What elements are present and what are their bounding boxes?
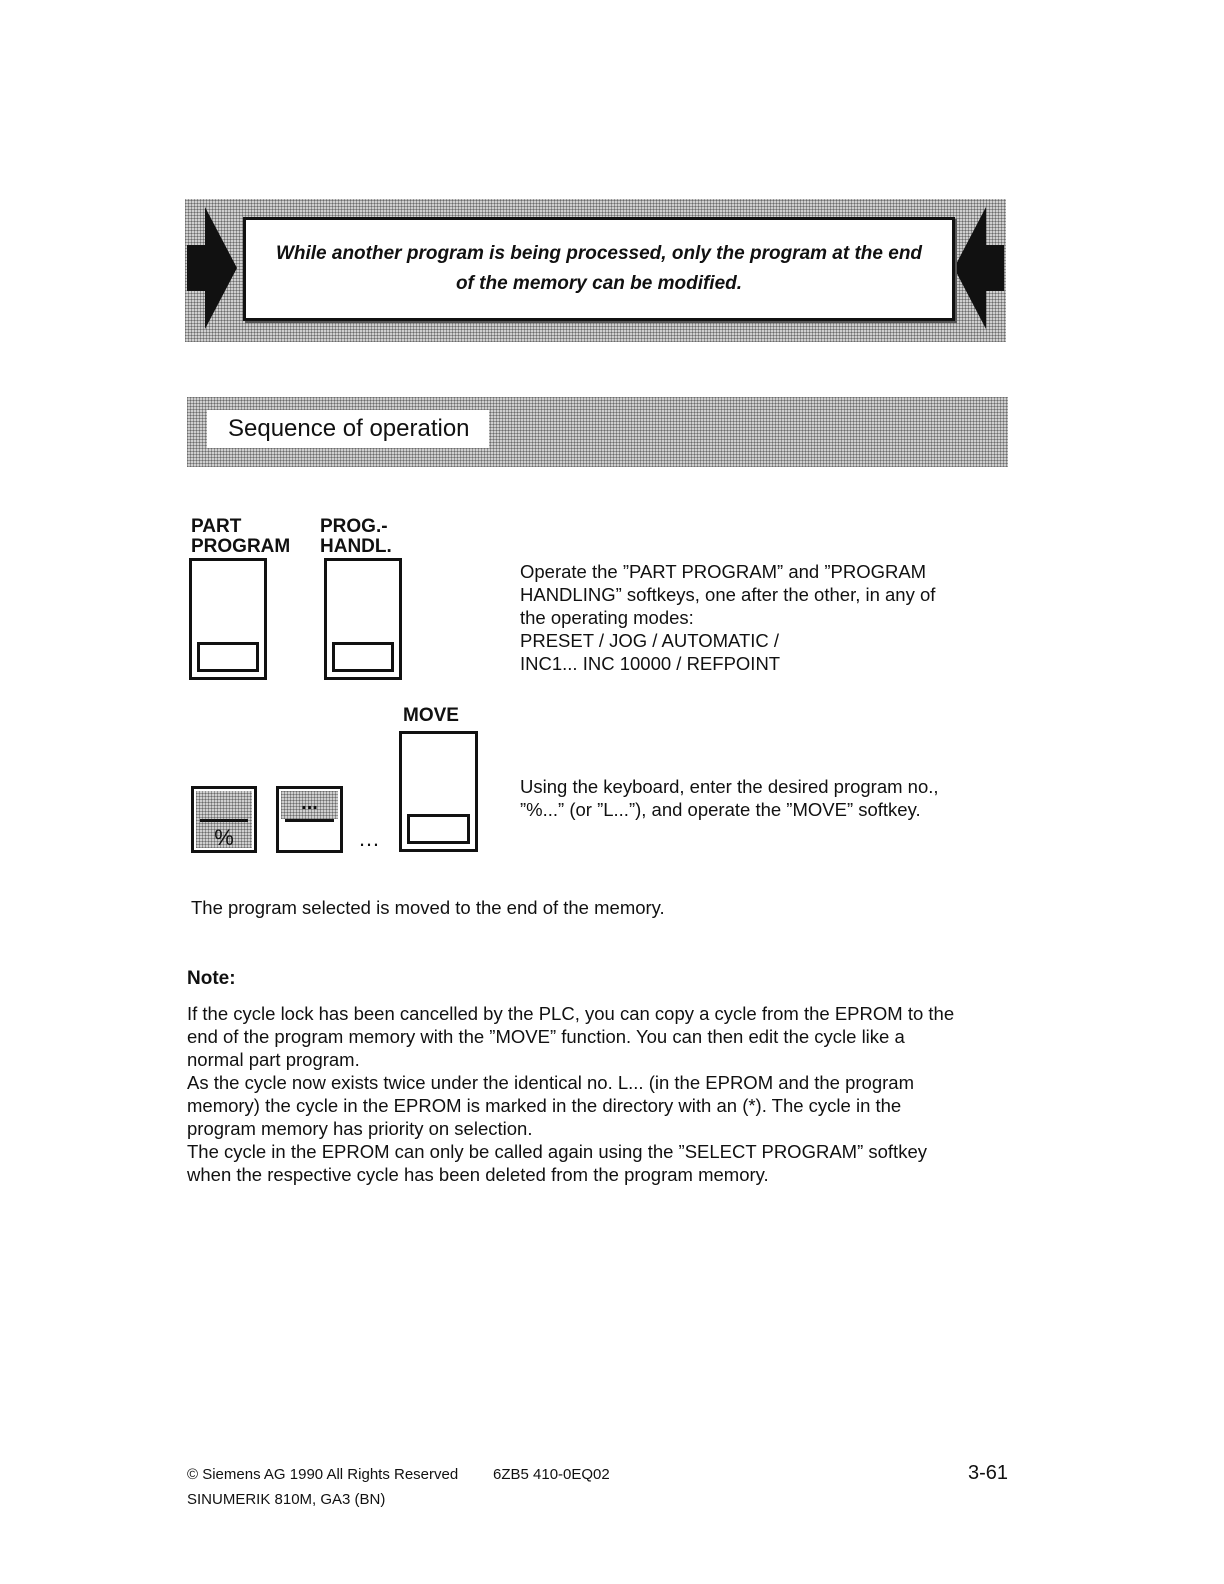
softkey-slot [407, 814, 470, 844]
softkey-label-prog-handl [320, 517, 392, 557]
note-line: If the cycle lock has been cancelled by the PLC, you can copy a cycle from the EPROM to the [187, 1003, 955, 1024]
prog-handl-softkey[interactable] [324, 558, 402, 680]
warning-line-2: of the memory can be modified. [455, 273, 743, 294]
section-title: Sequence of operation [228, 415, 470, 442]
step-1-line: the operating modes: [520, 607, 694, 628]
move-softkey[interactable] [399, 731, 478, 852]
note-line: end of the program memory with the ”MOVE” function. You can then edit the cycle like a [187, 1026, 905, 1047]
note-line: The cycle in the EPROM can only be called again using the ”SELECT PROGRAM” softkey [187, 1141, 927, 1162]
step-2-text [520, 775, 990, 821]
arrow-right-icon [187, 207, 239, 329]
note-line: normal part program. [187, 1049, 360, 1070]
note-body [187, 1002, 1007, 1186]
step-2-line: Using the keyboard, enter the desired program no., [520, 776, 939, 797]
softkey-label-move: MOVE [403, 705, 459, 726]
step-2-line: ”%...” (or ”L...”), and operate the ”MOVE” softkey. [520, 799, 921, 820]
warning-line-1: While another program is being processed, only the program at the end [275, 243, 923, 264]
note-heading: Note: [187, 968, 236, 989]
part-program-softkey[interactable] [189, 558, 267, 680]
softkey-label-line: PROGRAM [191, 536, 291, 557]
softkey-slot [197, 642, 259, 672]
footer-order-no: 6ZB5 410-0EQ02 [493, 1466, 610, 1483]
dots-key[interactable] [276, 786, 343, 853]
softkey-label-line: HANDL. [320, 536, 392, 557]
step-1-line: INC1... INC 10000 / REFPOINT [520, 653, 781, 674]
softkey-label-line: PART [191, 516, 242, 537]
section-title-box [207, 410, 489, 448]
footer-product: SINUMERIK 810M, GA3 (BN) [187, 1491, 386, 1508]
softkey-label-line: PROG.- [320, 516, 388, 537]
key-divider [285, 819, 334, 822]
warning-box [243, 217, 955, 321]
warning-banner [185, 199, 1006, 342]
percent-key[interactable] [191, 786, 257, 853]
footer-page-number: 3-61 [968, 1462, 1009, 1484]
step-1-line: Operate the ”PART PROGRAM” and ”PROGRAM [520, 561, 927, 582]
note-line: memory) the cycle in the EPROM is marked in the directory with an (*). The cycle in the [187, 1095, 902, 1116]
softkey-slot [332, 642, 394, 672]
step-1-line: PRESET / JOG / AUTOMATIC / [520, 630, 780, 651]
step-1-line: HANDLING” softkeys, one after the other, in any of [520, 584, 936, 605]
step-1-text [520, 560, 980, 675]
key-divider [200, 819, 248, 822]
result-text: The program selected is moved to the end of the memory. [191, 897, 665, 918]
softkey-label-part-program [191, 517, 290, 557]
note-line: when the respective cycle has been deleted from the program memory. [187, 1164, 769, 1185]
note-line: program memory has priority on selection. [187, 1118, 533, 1139]
note-line: As the cycle now exists twice under the identical no. L... (in the EPROM and the program [187, 1072, 914, 1093]
more-keys-ellipsis: … [358, 826, 380, 851]
footer-copyright: © Siemens AG 1990 All Rights Reserved [187, 1466, 459, 1483]
arrow-left-icon [952, 207, 1004, 329]
section-header [187, 397, 1008, 467]
dots-key-label: ... [301, 792, 318, 814]
percent-key-label: % [214, 825, 234, 850]
